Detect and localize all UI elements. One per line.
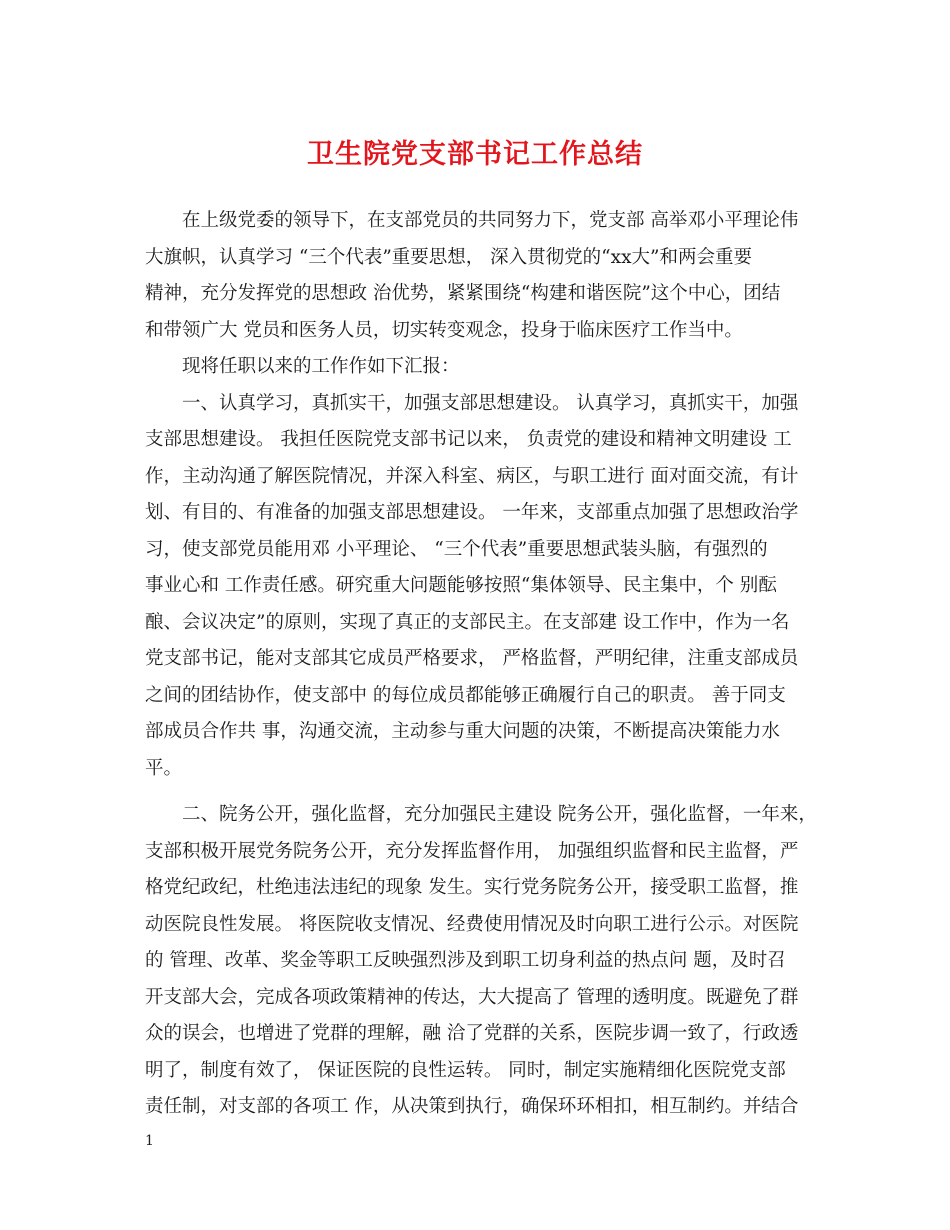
paragraph-line: 党支部书记，能对支部其它成员严格要求， 严格监督，严明纪律，注重支部成员: [145, 648, 799, 669]
paragraph-line: 精神，充分发挥党的思想政 治优势，紧紧围绕“构建和谐医院”这个中心，团结: [145, 283, 781, 304]
paragraph-line: 平。: [145, 757, 183, 779]
paragraph-line: 众的误会，也增进了党群的理解，融 洽了党群的关系，医院步调一致了，行政透: [145, 1023, 799, 1044]
document-title: 卫生院党支部书记工作总结: [307, 139, 643, 170]
paragraph-line: 支部思想建设。 我担任医院党支部书记以来， 负责党的建设和精神文明建设 工: [145, 429, 792, 450]
paragraph-line: 大旗帜，认真学习 “三个代表”重要思想， 深入贯彻党的“xx大”和两会重要: [145, 246, 752, 268]
paragraph-line: 格党纪政纪，杜绝违法违纪的现象 发生。实行党务院务公开，接受职工监督，推: [145, 877, 799, 898]
paragraph-line: 二、院务公开，强化监督，充分加强民主建设 院务公开，强化监督，一年来，: [182, 804, 817, 825]
page-number: 1: [145, 1133, 154, 1149]
paragraph-line: 支部积极开展党务院务公开，充分发挥监督作用， 加强组织监督和民主监督，严: [145, 840, 799, 862]
paragraph-line: 和带领广大 党员和医务人员，切实转变观念，投身于临床医疗工作当中。: [145, 319, 743, 341]
paragraph-line: 一、认真学习，真抓实干，加强支部思想建设。 认真学习，真抓实干，加强: [182, 392, 799, 414]
paragraph-line: 在上级党委的领导下，在支部党员的共同努力下，党支部 高举邓小平理论伟: [182, 210, 799, 231]
document-body: [145, 203, 817, 1126]
paragraph-line: 酿、会议决定”的原则，实现了真正的支部民主。在支部建 设工作中，作为一名: [145, 611, 790, 633]
paragraph-line: 之间的团结协作，使支部中 的每位成员都能够正确履行自己的职责。 善于同支: [145, 684, 786, 706]
paragraph-line: 部成员合作共 事，沟通交流，主动参与重大问题的决策，不断提高决策能力水: [145, 721, 780, 742]
paragraph-line: 动医院良性发展。 将医院收支情况、经费使用情况及时向职工进行公示。对医院: [145, 913, 799, 935]
paragraph-line: 划、有目的、有准备的加强支部思想建设。 一年来，支部重点加强了思想政治学: [145, 502, 799, 523]
paragraph-line: 习，使支部党员能用邓 小平理论、 “三个代表”重要思想武装头脑，有强烈的: [145, 538, 768, 560]
paragraph-line: 明了，制度有效了， 保证医院的良性运转。 同时，制定实施精细化医院党支部: [145, 1059, 786, 1081]
paragraph-line: 现将任职以来的工作作如下汇报：: [182, 356, 460, 377]
paragraph-line: 的 管理、改革、奖金等职工反映强烈涉及到职工切身利益的热点问 题，及时召: [145, 950, 786, 971]
paragraph-line: 责任制，对支部的各项工 作，从决策到执行，确保环环相扣，相互制约。并结合: [145, 1096, 799, 1117]
paragraph-line: 开支部大会，完成各项政策精神的传达，大大提高了 管理的透明度。既避免了群: [145, 986, 799, 1008]
paragraph-line: 事业心和 工作责任感。研究重大问题能够按照“集体领导、民主集中，个 别酝: [145, 575, 777, 596]
paragraph-line: 作，主动沟通了解医院情况，并深入科室、病区，与职工进行 面对面交流，有计: [145, 465, 799, 487]
